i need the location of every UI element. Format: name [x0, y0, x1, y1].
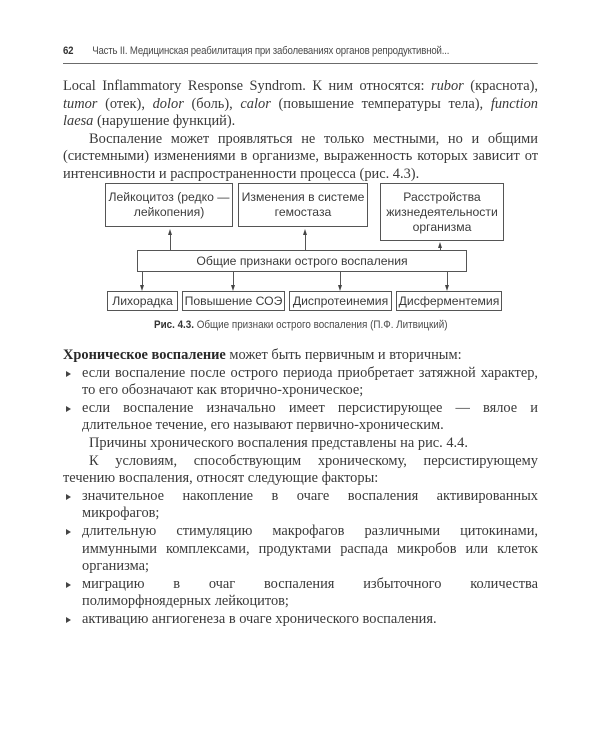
diagram-box-leukocytosis: Лейкоцитоз (редко — лейкопения) — [105, 183, 233, 227]
list-item: если воспаление изначально имеет персистирующее — вялое и длительное течение, его называют первично-хроническим. — [63, 400, 538, 435]
term-rubor: rubor — [430, 78, 464, 94]
text-span: (боль), — [183, 95, 241, 112]
figure-caption — [63, 319, 538, 331]
list-item: активацию ангиогенеза в очаге хронического воспаления. — [63, 611, 538, 629]
list-item: если воспаление после острого периода приобретает затяжной характер, то его обозначают как вторично-хроническое; — [63, 365, 538, 400]
connector-line — [447, 272, 448, 286]
causes-reference: Причины хронического воспаления представлены на рис. 4.4. — [89, 434, 468, 451]
term-chronic-inflammation: Хроническое воспаление — [63, 347, 226, 363]
chronic-section — [63, 347, 538, 629]
chronic-types-list — [63, 365, 538, 435]
factors-list — [63, 488, 538, 629]
connector-line — [142, 272, 143, 286]
text-span: (краснота), — [463, 78, 538, 94]
text-span: Local Inflammatory Response Syndrom. К ним относятся: — [63, 78, 431, 94]
term-tumor: tumor — [63, 95, 98, 112]
intro-text — [63, 78, 538, 184]
caption-text: Общие признаки острого воспаления (П.Ф. Литвицкий) — [193, 319, 448, 331]
running-header — [63, 45, 538, 64]
list-item: значительное накопление в очаге воспаления активированных микрофагов; — [63, 488, 538, 523]
connector-line — [233, 272, 234, 286]
list-item: миграцию в очаг воспаления избыточного количества полиморфноядерных лейкоцитов; — [63, 576, 538, 611]
arrow-up-icon — [303, 229, 307, 235]
intro-paragraph-2: Воспаление может проявляться не только местными, но и общими (системными) изменениями в организме, выраженность которых зависит от интенсивности и распространенности процесса (рис. 4.3). — [63, 130, 538, 182]
diagram-box-hemostasis: Изменения в системе гемостаза — [238, 183, 368, 227]
diagram-box-fever: Лихорадка — [107, 291, 178, 311]
connector-line — [170, 233, 171, 250]
text-span: (нарушение функций). — [93, 113, 236, 130]
diagram-box-esr-increase: Повышение СОЭ — [182, 291, 285, 311]
running-title: Часть II. Медицинская реабилитация при заболеваниях органов репродуктивной... — [92, 45, 450, 57]
page-number: 62 — [63, 45, 74, 57]
intro-paragraph-1 — [63, 78, 538, 131]
connector-line — [340, 272, 341, 286]
diagram-box-vital-disorders: Расстройства жизнедеятельности организма — [380, 183, 504, 241]
factors-lead: К условиям, способствующим хроническому, персистирующему течению воспаления, относят следующие факторы: — [63, 452, 538, 487]
term-dolor: dolor — [152, 95, 184, 112]
term-calor: calor — [240, 95, 271, 112]
term-function-laesa: function laesa — [63, 95, 538, 130]
diagram-box-dysproteinemia: Диспротеинемия — [289, 291, 392, 311]
diagram-box-general-signs: Общие признаки острого воспаления — [137, 250, 467, 272]
diagram-box-dysfermentemia: Дисферментемия — [396, 291, 502, 311]
connector-line — [305, 233, 306, 250]
arrow-up-icon — [438, 242, 442, 248]
text-span: (повышение температуры тела), — [270, 95, 491, 112]
text-span: может быть первичным и вторичным: — [225, 347, 462, 363]
text-span: (отек), — [97, 95, 153, 112]
caption-label: Рис. 4.3. — [153, 319, 194, 331]
list-item: длительную стимуляцию макрофагов различными цитокинами, иммунными комплексами, продуктами распада микробов или клеток организма; — [63, 523, 538, 576]
arrow-up-icon — [168, 229, 172, 235]
chronic-lead — [63, 347, 538, 365]
